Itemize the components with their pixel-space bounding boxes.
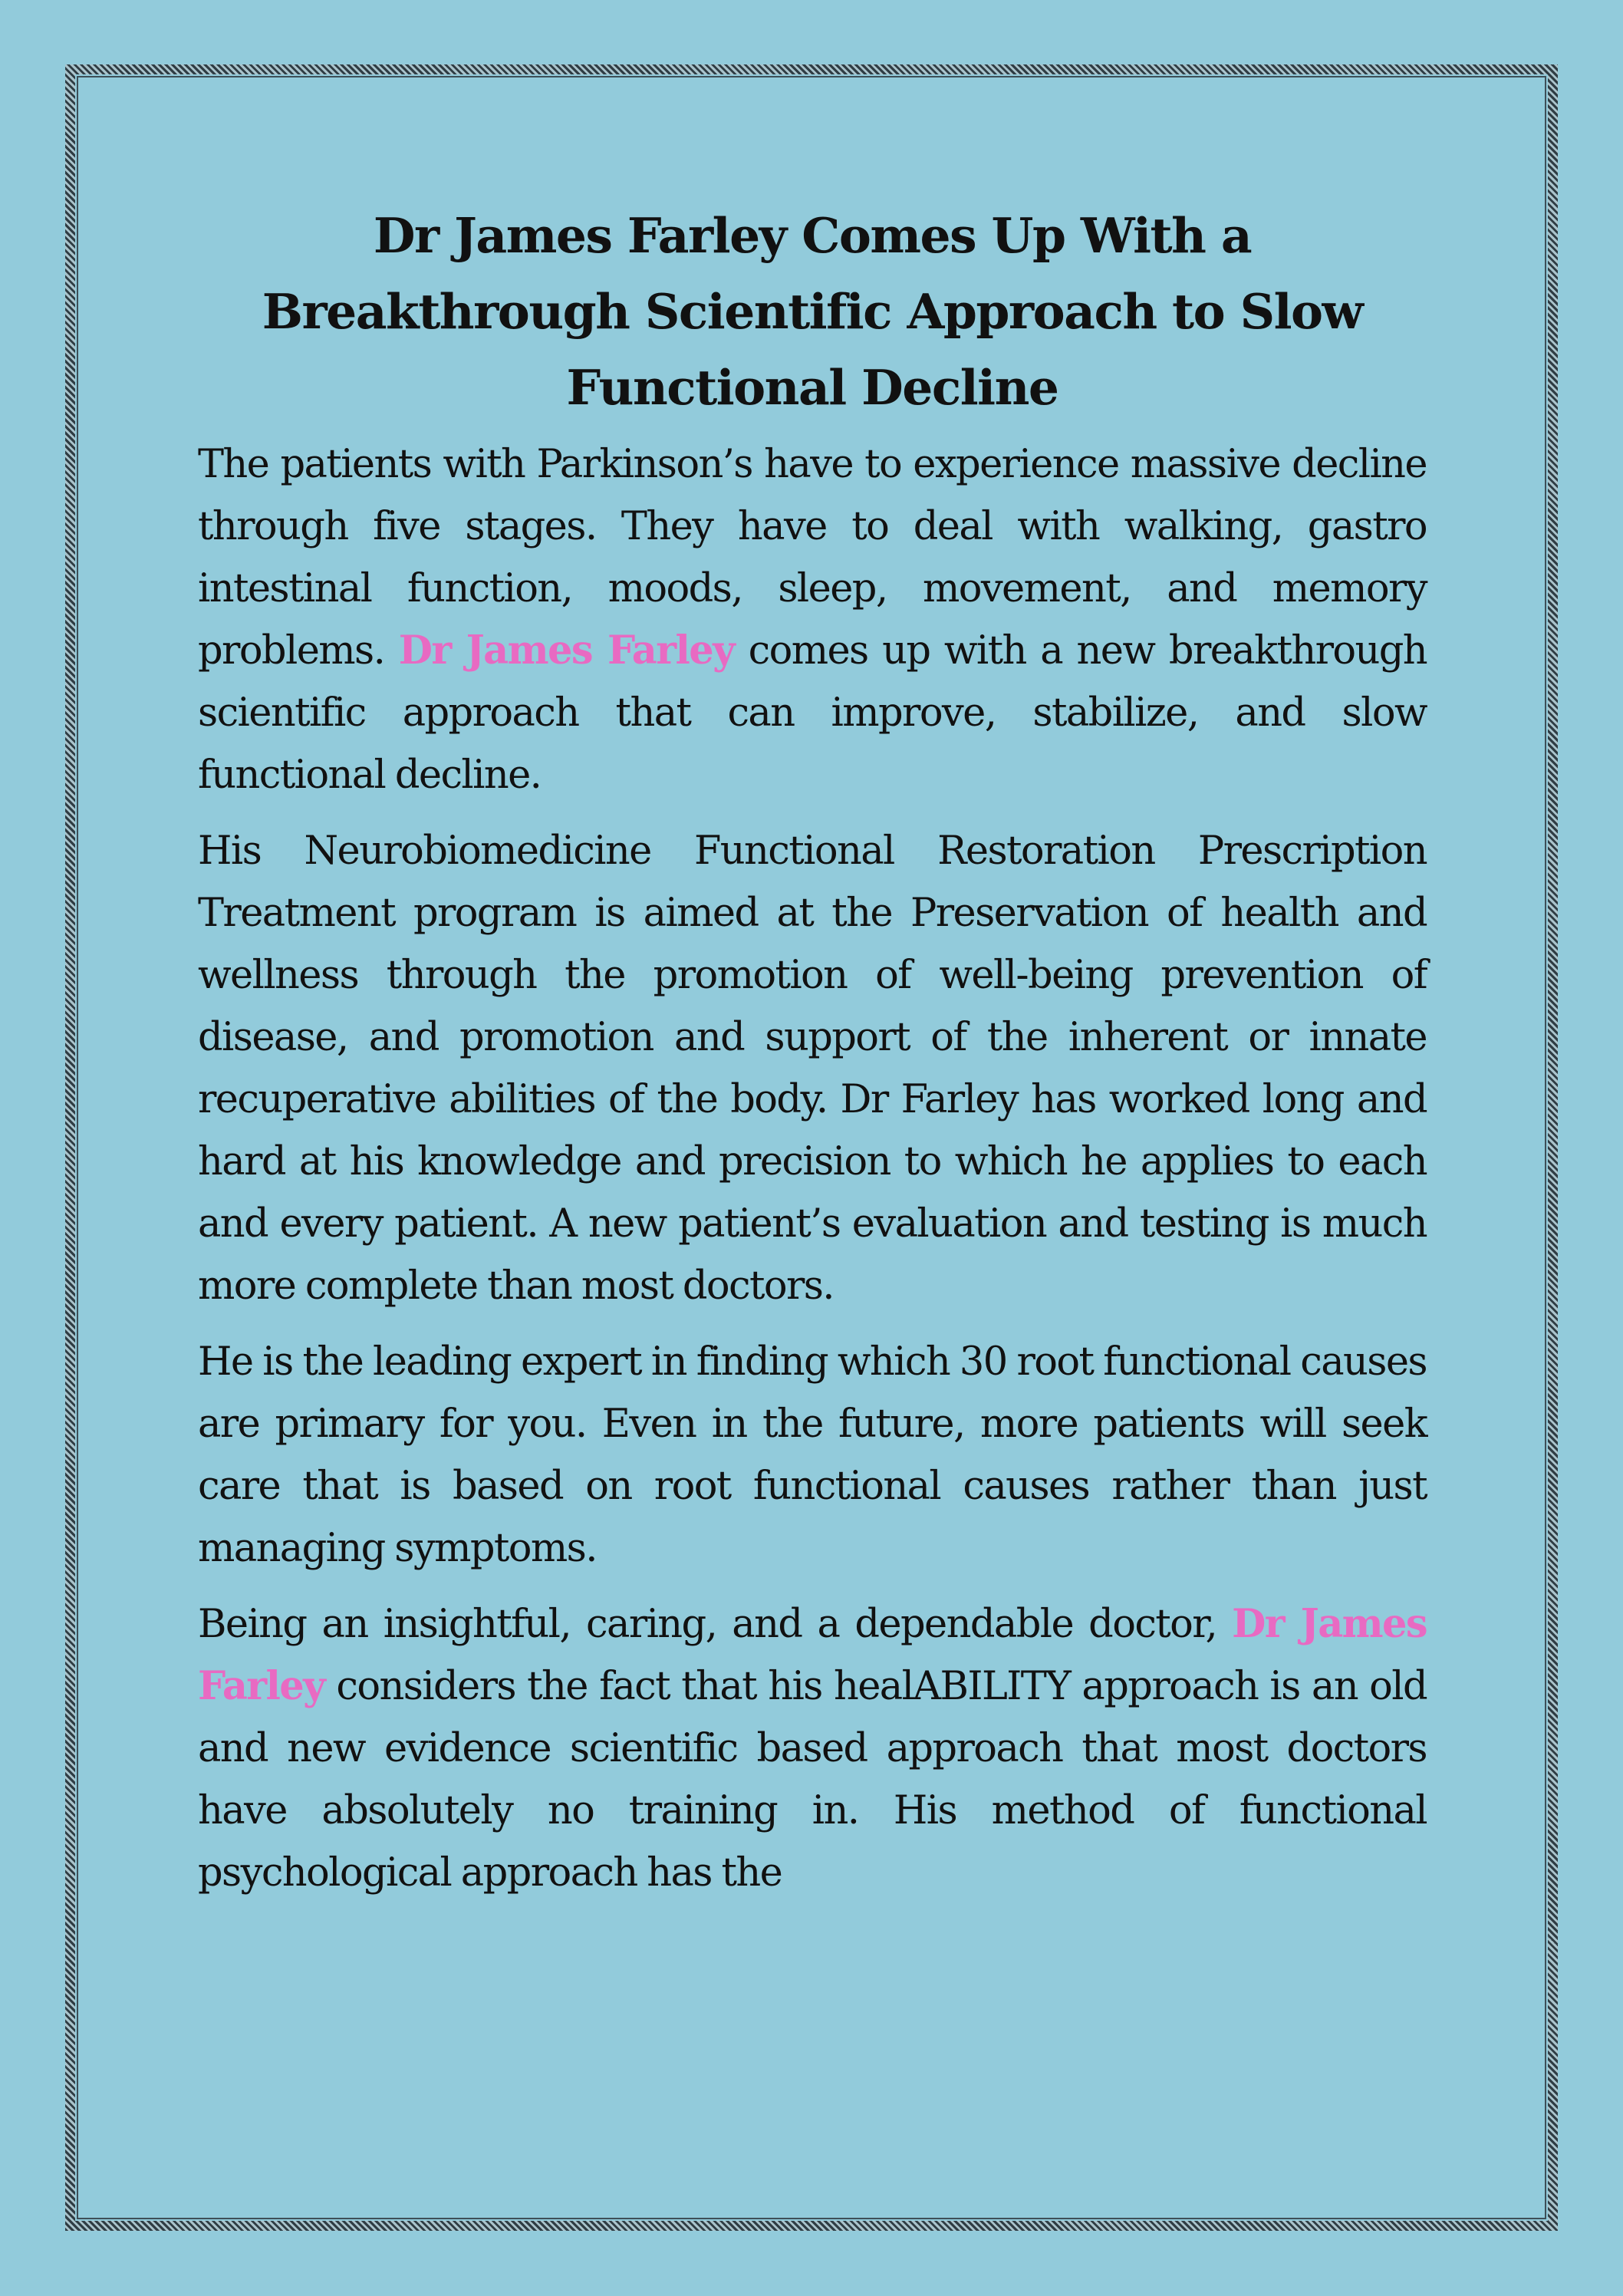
- paragraph-3: He is the leading expert in finding which 30 root functional causes are primary for you. Even in the future, more patients will seek care that is based on root functional causes rather than just managing symptoms.: [198, 1339, 1427, 1571]
- paragraph-4-text-end: considers the fact that his healABILITY approach is an old and new evidence scientific based approach that most doctors have absolutely no training in. His method of functional psychological approach has the: [198, 1664, 1427, 1896]
- paragraph-1-text-start: The patients with Parkinson’s have to experience massive decline through five stages. They have to deal with walking, gastro intestinal function, moods, sleep, movement, and memory problems.: [198, 442, 1427, 674]
- doctor-name-highlight: Dr James Farley: [198, 1601, 1427, 1709]
- paragraph-4-text-start: Being an insightful, caring, and a dependable doctor,: [198, 1602, 1233, 1647]
- article-title: Dr James Farley Comes Up With a Breakthrough Scientific Approach to Slow Functional Decline: [262, 207, 1363, 416]
- paragraph-1-text-end: comes up with a new breakthrough scientific approach that can improve, stabilize, and slow functional decline.: [198, 628, 1427, 798]
- paragraph-1: [198, 433, 1427, 806]
- paragraph-2: His Neurobiomedicine Functional Restoration Prescription Treatment program is aimed at the Preservation of health and wellness through the promotion of well-being prevention of disease, and promotion and support of the inherent or innate recuperative abilities of the body. Dr Farley has worked long and hard at his knowledge and precision to which he applies to each and every patient. A new patient’s evaluation and testing is much more complete than most doctors.: [198, 828, 1427, 1309]
- article: [198, 198, 1427, 1904]
- doctor-name-highlight: Dr James Farley: [398, 628, 735, 674]
- paragraph-4: [198, 1593, 1427, 1904]
